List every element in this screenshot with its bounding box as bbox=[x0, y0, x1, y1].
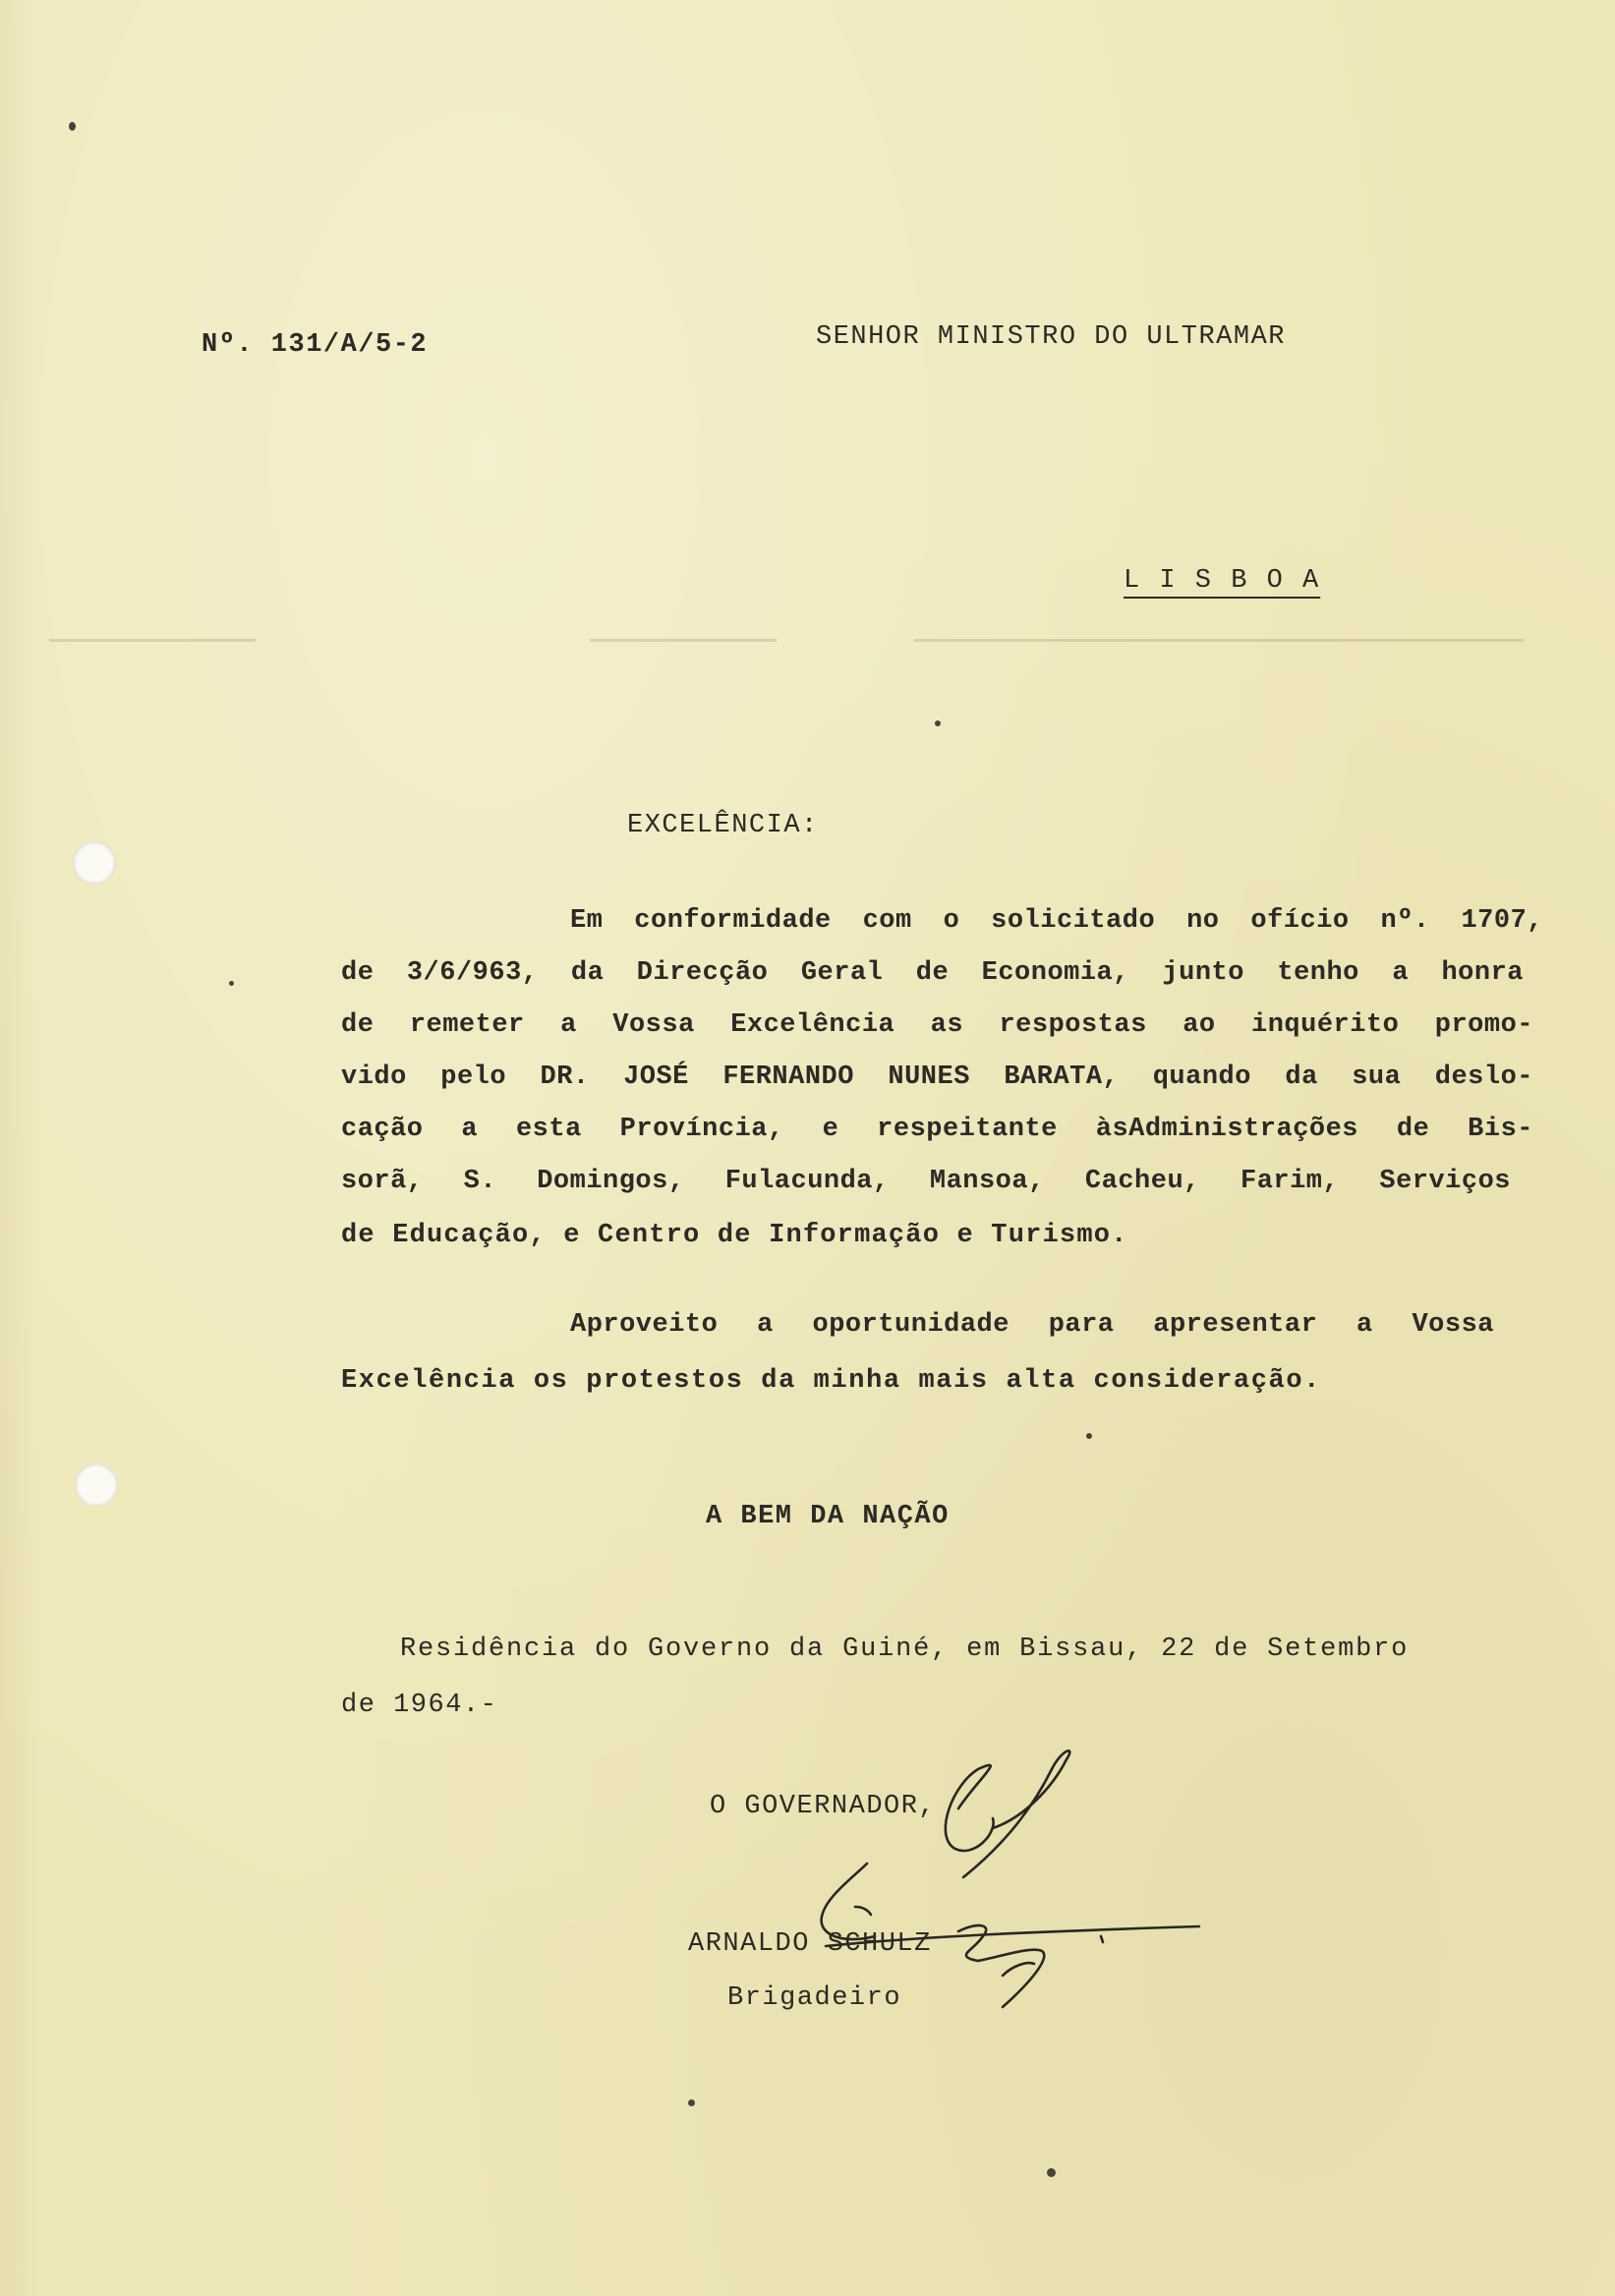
ink-speck bbox=[1047, 2168, 1056, 2177]
body-line: Excelência os protestos da minha mais alta consideração. bbox=[341, 1366, 1321, 1396]
body-line: Em conformidade com o solicitado no ofício nº. 1707, bbox=[570, 906, 1543, 936]
paper-fold-left bbox=[49, 639, 256, 642]
body-line: de 3/6/963, da Direcção Geral de Economia, junto tenho a honra bbox=[341, 958, 1524, 988]
city-line: L I S B O A bbox=[1124, 566, 1321, 596]
recipient-line: SENHOR MINISTRO DO ULTRAMAR bbox=[816, 322, 1286, 352]
ink-speck bbox=[1086, 1433, 1092, 1439]
body-line: cação a esta Província, e respeitante àsAdministrações de Bis- bbox=[341, 1115, 1533, 1144]
ink-speck bbox=[688, 2099, 695, 2106]
punch-hole-top bbox=[73, 841, 116, 885]
place-date-line: de 1964.- bbox=[341, 1691, 498, 1720]
ink-speck bbox=[229, 981, 234, 986]
signatory-name: ARNALDO SCHULZ bbox=[688, 1929, 932, 1959]
reference-number: Nº. 131/A/5-2 bbox=[202, 330, 429, 360]
ink-speck bbox=[69, 122, 76, 131]
body-line: sorã, S. Domingos, Fulacunda, Mansoa, Cacheu, Farim, Serviços bbox=[341, 1167, 1511, 1196]
body-line: Aproveito a oportunidade para apresentar a Vossa bbox=[570, 1310, 1494, 1340]
body-line: de Educação, e Centro de Informação e Turismo. bbox=[341, 1221, 1128, 1250]
punch-hole-bottom bbox=[75, 1464, 118, 1507]
body-line: vido pelo DR. JOSÉ FERNANDO NUNES BARATA, quando da sua deslo- bbox=[341, 1062, 1533, 1092]
ink-speck bbox=[935, 720, 941, 726]
signatory-rank: Brigadeiro bbox=[727, 1983, 902, 2013]
salutation: EXCELÊNCIA: bbox=[627, 811, 819, 840]
body-line: de remeter a Vossa Excelência as respostas ao inquérito promo- bbox=[341, 1010, 1533, 1040]
closing-motto: A BEM DA NAÇÃO bbox=[706, 1502, 950, 1531]
signatory-role: O GOVERNADOR, bbox=[710, 1792, 937, 1821]
handwritten-signature bbox=[806, 1750, 1219, 2025]
place-date-line: Residência do Governo da Guiné, em Bissau, 22 de Setembro bbox=[400, 1635, 1410, 1664]
paper-fold-middle bbox=[590, 639, 777, 642]
paper-fold-right bbox=[914, 639, 1524, 642]
